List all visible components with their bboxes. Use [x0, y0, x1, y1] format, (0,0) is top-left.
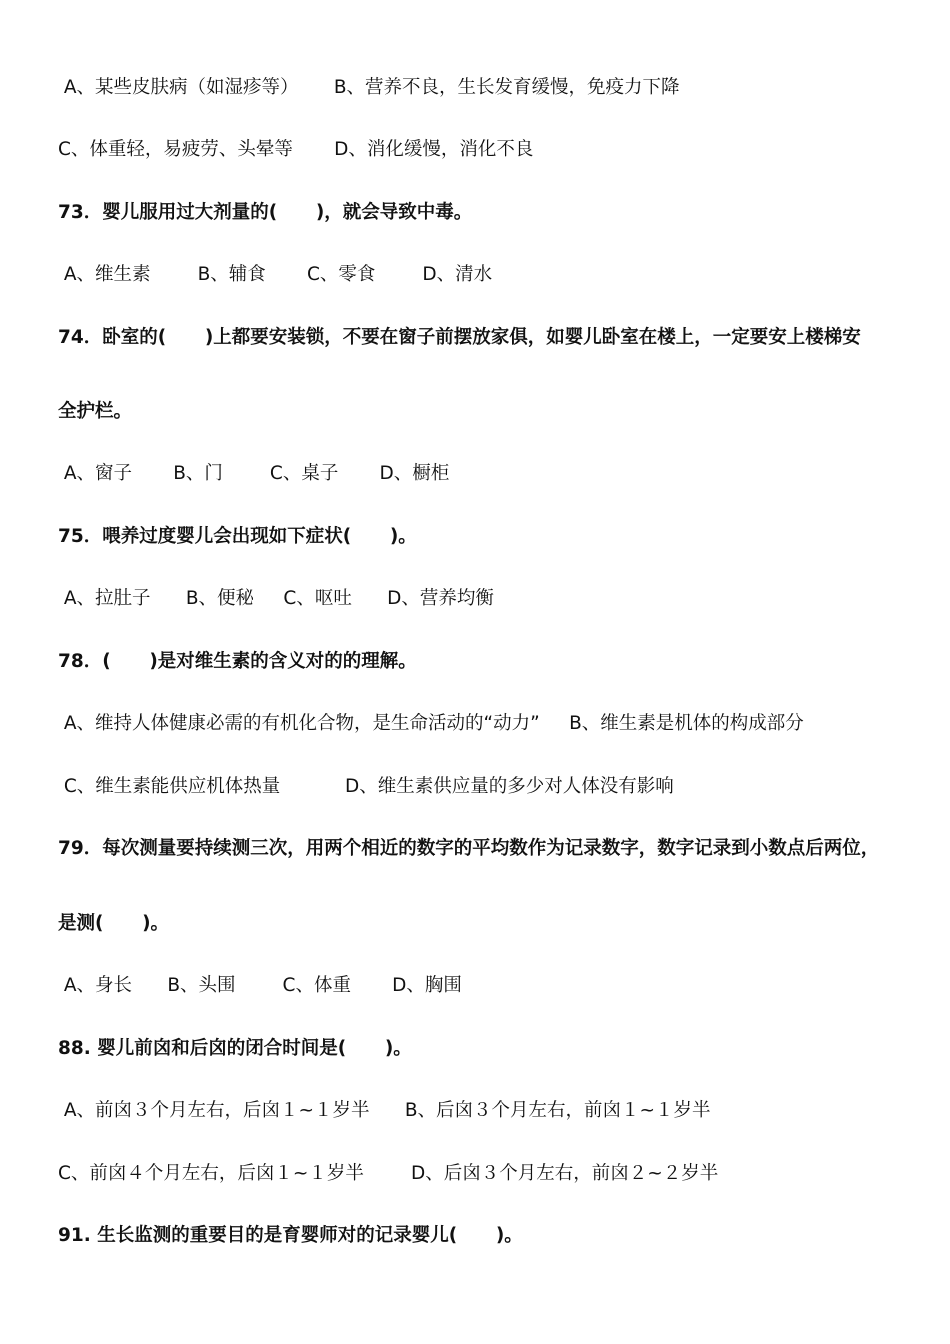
- question-73: 73．婴儿服用过大剂量的( )，就会导致中毒。: [58, 202, 473, 223]
- options-79: A、身长 B、头围 C、体重 D、胸围: [58, 975, 462, 996]
- options-88-ab: A、前囟３个月左右，后囟１~１岁半 B、后囟３个月左右，前囟１~１岁半: [58, 1100, 711, 1121]
- option-line-72-cd: C、体重轻，易疲劳、头晕等 D、消化缓慢，消化不良: [58, 139, 534, 160]
- question-78: 78．( )是对维生素的含义对的的理解。: [58, 651, 417, 672]
- question-88: 88. 婴儿前囟和后囟的闭合时间是( )。: [58, 1038, 412, 1059]
- question-91: 91. 生长监测的重要目的是育婴师对的记录婴儿( )。: [58, 1225, 523, 1246]
- options-74: A、窗子 B、门 C、桌子 D、橱柜: [58, 463, 450, 484]
- options-78-cd: C、维生素能供应机体热量 D、维生素供应量的多少对人体没有影响: [58, 776, 674, 797]
- options-75: A、拉肚子 B、便秘 C、呕吐 D、营养均衡: [58, 588, 494, 609]
- options-88-cd: C、前囟４个月左右，后囟１~１岁半 D、后囟３个月左右，前囟２~２岁半: [58, 1163, 719, 1184]
- question-74-cont: 全护栏。: [58, 401, 133, 422]
- question-79: 79．每次测量要持续测三次，用两个相近的数字的平均数作为记录数字，数字记录到小数点后两位，: [58, 838, 880, 859]
- question-79-cont: 是测( )。: [58, 913, 170, 934]
- options-73: A、维生素 B、辅食 C、零食 D、清水: [58, 264, 493, 285]
- options-78-ab: A、维持人体健康必需的有机化合物，是生命活动的“动力” B、维生素是机体的构成部分: [58, 713, 804, 734]
- option-line-72-ab: A、某些皮肤病（如湿疹等） B、营养不良，生长发育缓慢，免疫力下降: [58, 77, 680, 98]
- question-74: 74．卧室的( )上都要安装锁，不要在窗子前摆放家俱，如婴儿卧室在楼上，一定要安上楼梯安: [58, 327, 861, 348]
- question-75: 75．喂养过度婴儿会出现如下症状( )。: [58, 526, 417, 547]
